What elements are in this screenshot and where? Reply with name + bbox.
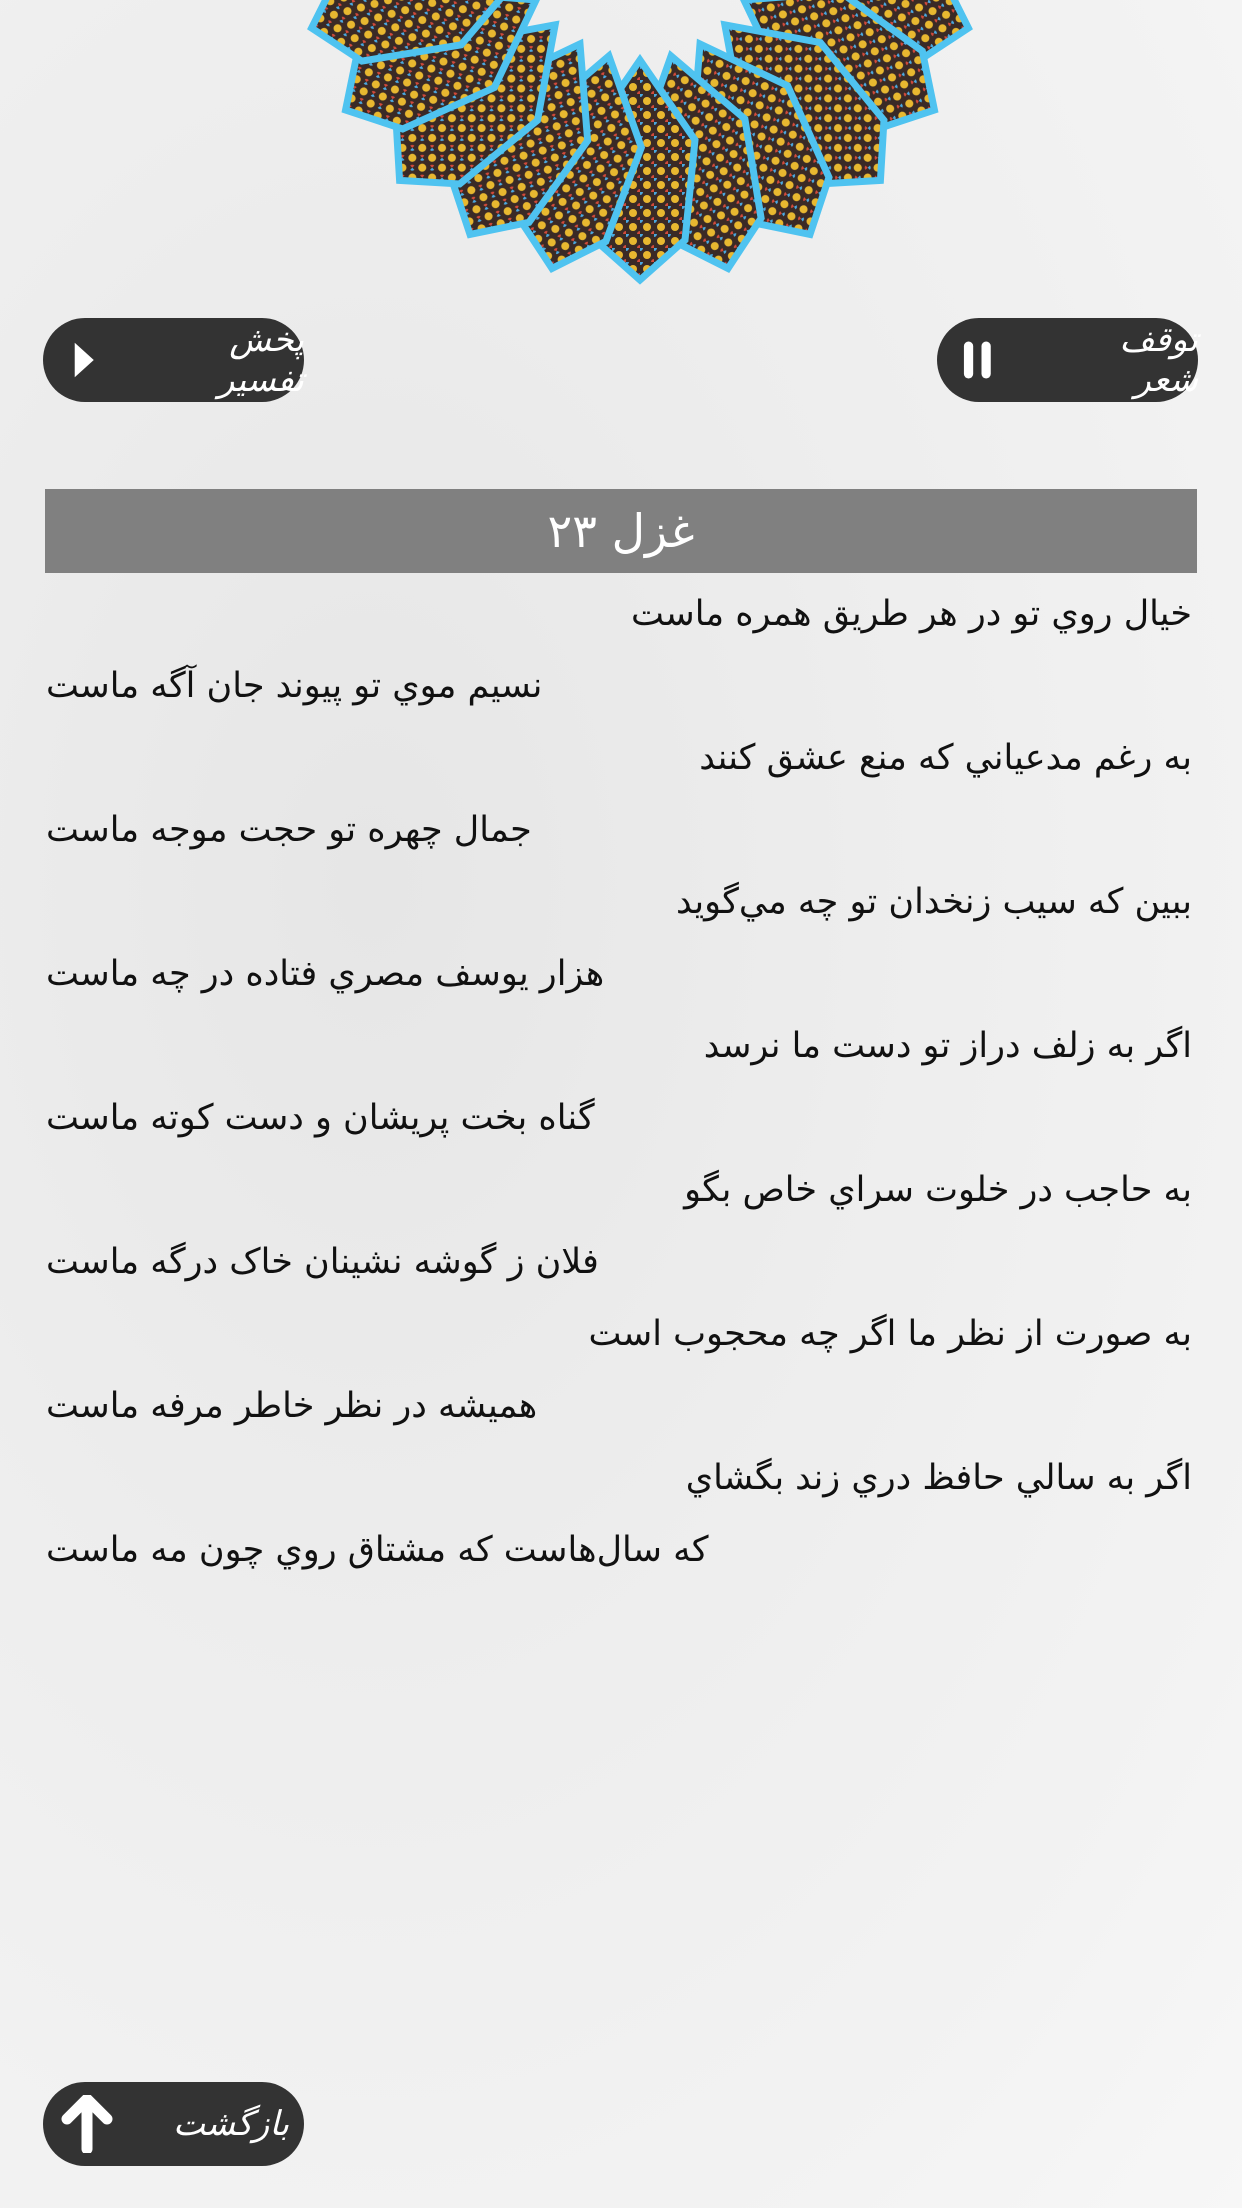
back-label: بازگشت — [173, 2104, 290, 2144]
poem-line-text: به رغم مدعياني كه منع عشق كنند — [699, 738, 1192, 778]
play-commentary-button[interactable] — [43, 318, 304, 402]
poem-line-text: اگر به زلف دراز تو دست ما نرسد — [703, 1026, 1192, 1066]
poem-line-first-hemistich — [46, 1017, 1192, 1089]
stop-poem-label: توقف شعر — [1119, 320, 1198, 400]
play-commentary-label: پخش تفسیر — [217, 320, 304, 400]
poem-line-second-hemistich — [46, 1233, 1192, 1305]
page-title: غزل ۲۳ — [45, 489, 1197, 573]
poem-line-text: جمال چهره تو حجت موجه ماست — [46, 810, 532, 850]
poem-line-text: گناه بخت پريشان و دست كوته ماست — [46, 1098, 595, 1138]
poem-line-text: كه سال‌هاست كه مشتاق روي چون مه ماست — [46, 1530, 709, 1570]
poem-line-text: به حاجب در خلوت سراي خاص بگو — [684, 1170, 1192, 1210]
poem-line-text: خيال روي تو در هر طريق همره ماست — [631, 594, 1192, 634]
poem-line-first-hemistich — [46, 873, 1192, 945]
poem-line-second-hemistich — [46, 1089, 1192, 1161]
poem-line-second-hemistich — [46, 1377, 1192, 1449]
poem-line-first-hemistich — [46, 1161, 1192, 1233]
poem-line-first-hemistich — [46, 585, 1192, 657]
poem-line-text: ببين كه سيب زنخدان تو چه مي‌گويد — [676, 882, 1192, 922]
poem-line-text: نسيم موي تو پيوند جان آگه ماست — [46, 666, 543, 706]
poem-line-text: هميشه در نظر خاطر مرفه ماست — [46, 1386, 538, 1426]
back-button[interactable] — [43, 2082, 304, 2166]
poem-line-second-hemistich — [46, 657, 1192, 729]
poem-line-text: به صورت از نظر ما اگر چه محجوب است — [588, 1314, 1192, 1354]
arrow-up-icon — [61, 2095, 113, 2153]
poem-text — [46, 585, 1192, 1593]
poem-line-second-hemistich — [46, 945, 1192, 1017]
poem-line-first-hemistich — [46, 1305, 1192, 1377]
poem-line-text: اگر به سالي حافظ دري زند بگشاي — [685, 1458, 1192, 1498]
play-icon — [73, 338, 96, 382]
poem-line-second-hemistich — [46, 1521, 1192, 1593]
stop-poem-button[interactable] — [937, 318, 1198, 402]
poem-line-first-hemistich — [46, 729, 1192, 801]
poem-line-second-hemistich — [46, 801, 1192, 873]
pause-icon — [963, 338, 993, 382]
poem-line-text: هزار يوسف مصري فتاده در چه ماست — [46, 954, 605, 994]
poem-line-first-hemistich — [46, 1449, 1192, 1521]
poem-line-text: فلان ز گوشه نشينان خاک درگه ماست — [46, 1242, 599, 1282]
